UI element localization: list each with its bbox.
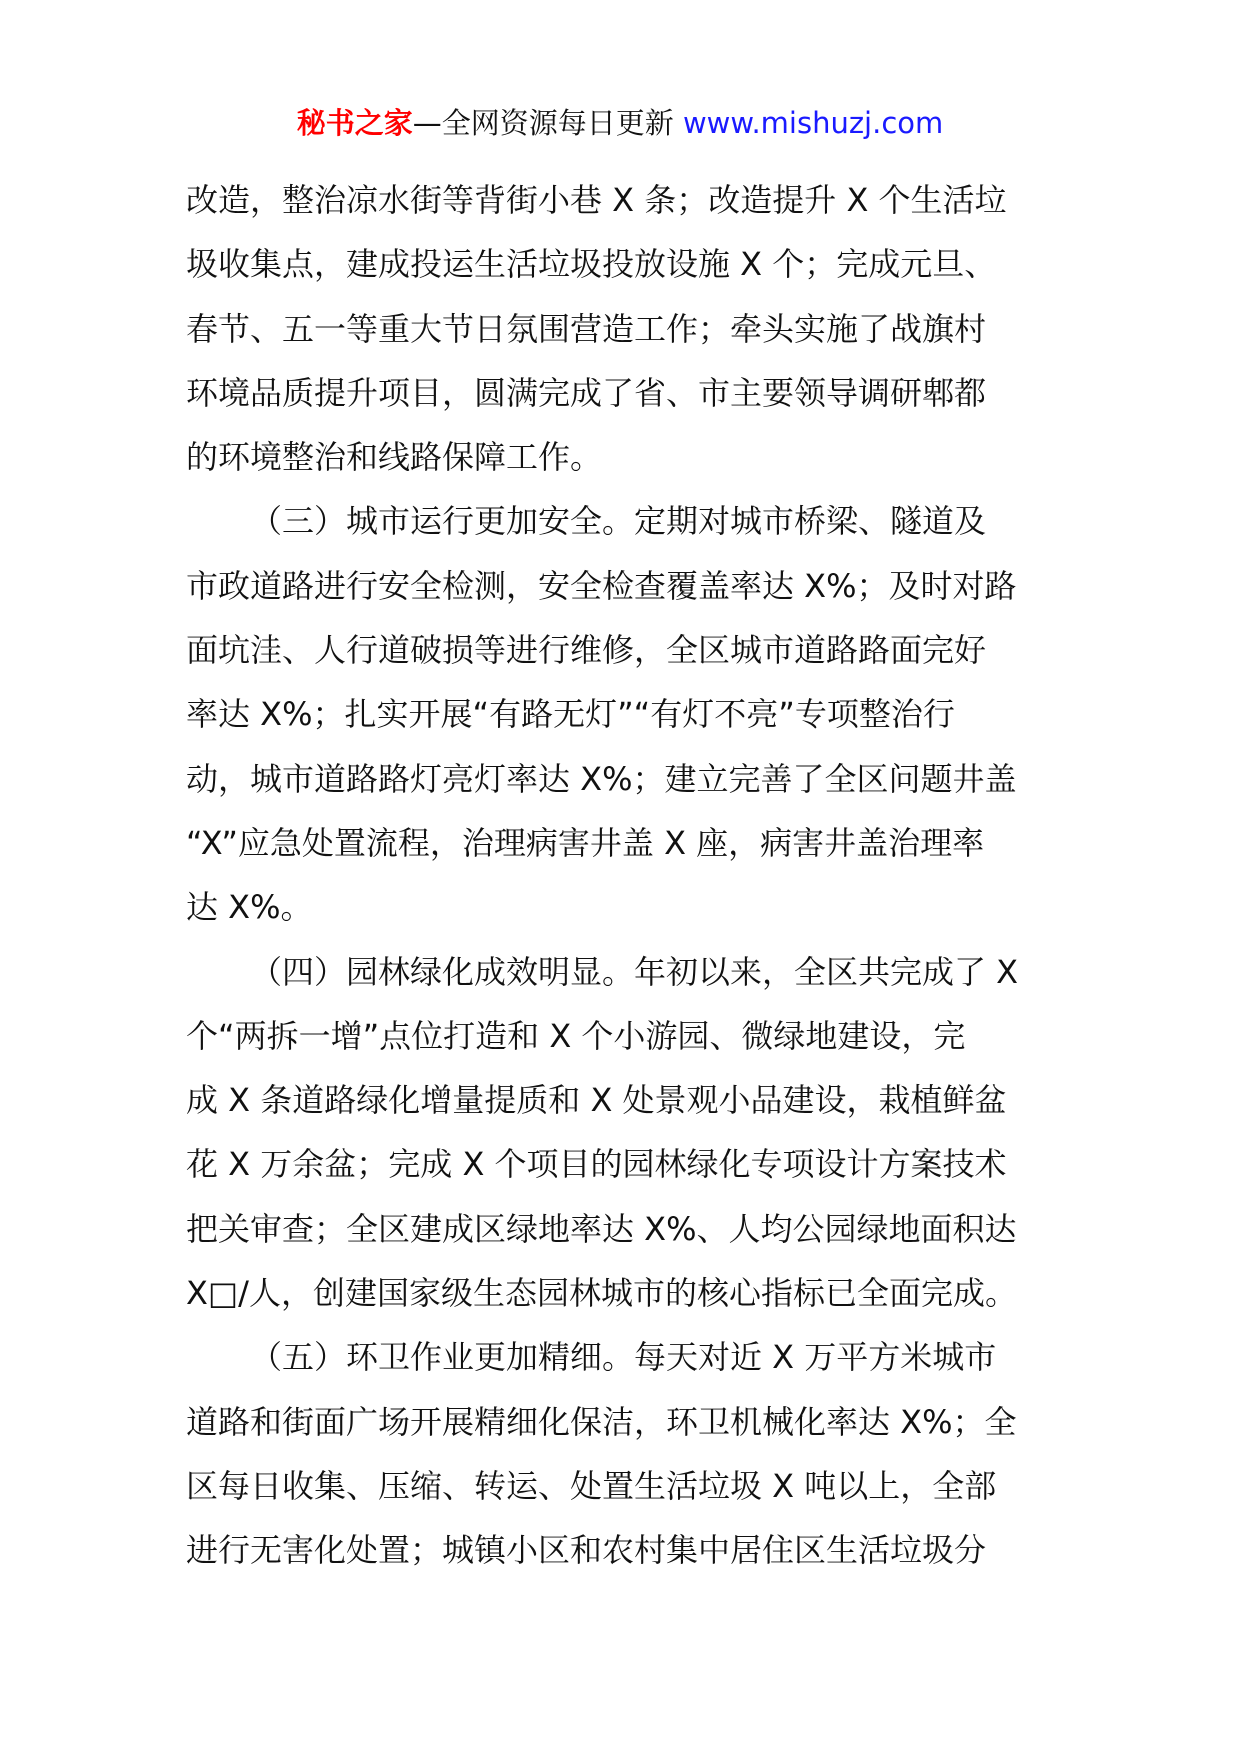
section-heading-line: （五）环卫作业更加精细。每天对近 X 万平方米城市 <box>250 1338 997 1377</box>
page-header <box>0 103 1240 143</box>
body-line: 把关审查；全区建成区绿地率达 X%、人均公园绿地面积达 <box>186 1209 1017 1248</box>
section-heading-line: （四）园林绿化成效明显。年初以来，全区共完成了 X <box>250 952 1019 991</box>
document-body <box>186 168 1054 1583</box>
header-url-link[interactable]: www.mishuzj.com <box>682 106 944 140</box>
section-heading-line: （三）城市运行更加安全。定期对城市桥梁、隧道及 <box>250 502 987 541</box>
body-line: 的环境整治和线路保障工作。 <box>186 438 603 477</box>
body-line: 道路和街面广场开展精细化保洁，环卫机械化率达 X%；全 <box>186 1402 1017 1441</box>
body-line: 动，城市道路路灯亮灯率达 X%；建立完善了全区问题井盖 <box>186 759 1017 798</box>
body-line: 进行无害化处置；城镇小区和农村集中居住区生活垃圾分 <box>186 1531 987 1570</box>
body-line: 面坑洼、人行道破损等进行维修，全区城市道路路面完好 <box>186 631 987 670</box>
body-line: 区每日收集、压缩、转运、处置生活垃圾 X 吨以上，全部 <box>186 1466 997 1505</box>
body-line: 市政道路进行安全检测，安全检查覆盖率达 X%；及时对路 <box>186 566 1017 605</box>
body-line: X□/人，创建国家级生态园林城市的核心指标已全面完成。 <box>186 1274 1017 1313</box>
body-line: “X”应急处置流程，治理病害井盖 X 座，病害井盖治理率 <box>186 823 985 862</box>
body-line: 个“两拆一增”点位打造和 X 个小游园、微绿地建设，完 <box>186 1016 966 1055</box>
body-line: 环境品质提升项目，圆满完成了省、市主要领导调研郫都 <box>186 373 987 412</box>
body-line: 春节、五一等重大节日氛围营造工作；牵头实施了战旗村 <box>186 309 987 348</box>
body-line: 改造，整治凉水街等背街小巷 X 条；改造提升 X 个生活垃 <box>186 181 1007 219</box>
body-line: 率达 X%；扎实开展“有路无灯”“有灯不亮”专项整治行 <box>186 695 955 734</box>
body-line: 成 X 条道路绿化增量提质和 X 处景观小品建设，栽植鲜盆 <box>186 1081 1007 1120</box>
header-brand: 秘书之家 <box>296 106 413 140</box>
body-line: 花 X 万余盆；完成 X 个项目的园林绿化专项设计方案技术 <box>186 1145 1007 1184</box>
body-line: 圾收集点，建成投运生活垃圾投放设施 X 个；完成元旦、 <box>186 245 997 284</box>
body-line: 达 X%。 <box>186 888 313 927</box>
header-tagline: —全网资源每日更新 <box>412 106 674 140</box>
